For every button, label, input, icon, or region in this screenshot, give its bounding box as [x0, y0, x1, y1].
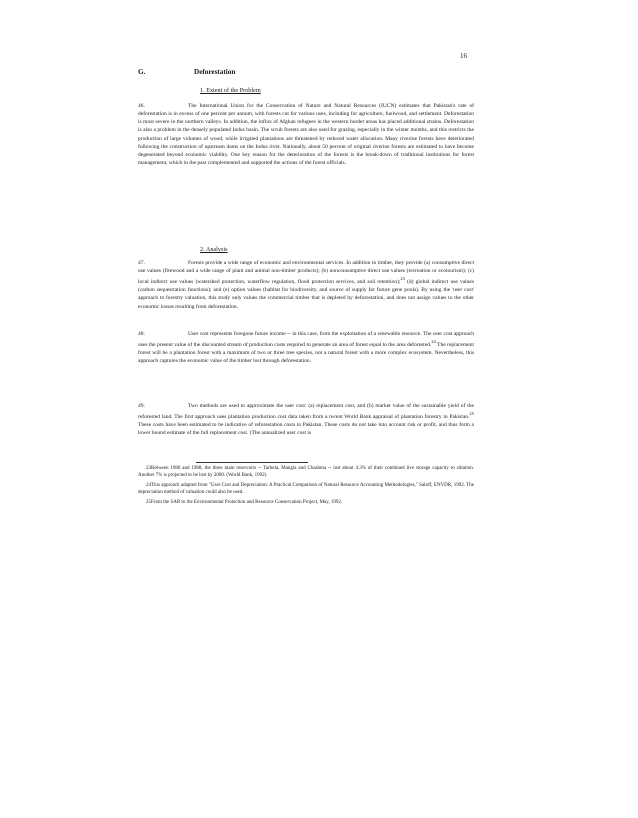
paragraph-number: 46.	[138, 103, 145, 109]
footnote-text: From the SAR to the Environmental Protection and Resource Conservation Project, May, 1992.	[151, 500, 343, 505]
paragraph-49	[138, 402, 474, 437]
footnote-separator	[196, 462, 308, 463]
subsection-extent-heading: 1. Extent of the Problem	[200, 87, 261, 94]
section-letter: G.	[138, 68, 146, 76]
footnote-text: Between 1980 and 1988, the three main reservoirs -- Tarbela, Mangla and Chashma -- lost about 4.3% of their combined live storage capacity to siltation. Another 7% is projected to be lost by 2000. (World Bank, 1992).	[138, 466, 474, 479]
footnote-number: 24	[146, 483, 151, 488]
paragraph-text: Two methods are used to approximate the user cost: (a) replacement cost, and (b) market value of the sustainable yield of the reforested land. The first approach uses plantation production cost data taken from a recent World Bank appraisal of plantation forestry in Pakistan.	[138, 403, 474, 420]
footnote-ref-24: 24	[431, 339, 436, 345]
section-title: Deforestation	[194, 68, 236, 76]
footnote-text: This approach adapted from "User Cost and Depreciation: A Practical Comparison of Natural Resource Accounting Methodologies," Saloff, ENVDR, 1992. The depreciation method of valuation could also be used.	[138, 483, 474, 496]
paragraph-number: 47.	[138, 260, 145, 266]
paragraph-48	[138, 330, 474, 365]
paragraph-text-cont: These costs have been estimated to be indicative of reforestation costs in Pakistan. These costs do not take into account risk or profit, and thus form a lower bound estimate of the full replacement cost. (The annualized user cost is	[138, 422, 474, 437]
paragraph-46	[138, 102, 474, 167]
footnote-number: 25	[146, 500, 151, 505]
paragraph-text: Forests provide a wide range of economic and environmental services. In addition to timber, they provide (a) consumptive direct use values (firewood and a wide range of plant and animal non-timber products); (b) nonconsumptive direct use values (recreation or ecotourism); (c) local indirect use values (watershed protection, waterflow regulation, flood protection services, and soil retention);	[138, 260, 474, 286]
footnote-ref-23: 23	[400, 276, 405, 282]
page-number: 16	[460, 52, 467, 60]
paragraph-text-cont: The replacement forest will be a plantation forest with a maximum of two or three tree species, not a natural forest with a more complex ecosystem. Nevertheless, this approach captures the economic value of the timber lost through deforestation.	[138, 341, 474, 365]
footnote-23	[138, 465, 474, 480]
paragraph-text: User cost represents foregone future income -- in this case, from the exploitation of a renewable resource. The user cost approach uses the present value of the discounted stream of production costs required to generate an area of forest equal to the area deforested.	[138, 331, 474, 348]
footnote-25	[138, 499, 474, 506]
paragraph-number: 48.	[138, 331, 145, 337]
subsection-analysis-heading: 2. Analysis	[200, 246, 228, 253]
paragraph-text-cont: (d) global indirect use values (carbon sequestration functions); and (e) option values (habitat for biodiversity, and source of supply for future gene pools). By using the 'user cost' approach to forestry valuation, this study only values the commercial timber that is depleted by deforestation, and does not assign values to the other economic losses resulting from deforestation.	[138, 279, 474, 310]
paragraph-text: The International Union for the Conservation of Nature and Natural Resources (IUCN) estimates that Pakistan's rate of deforestation is in excess of one percent per annum, with forests cut for various uses, including for agriculture, fuelwood, and settlement. Deforestation is most severe in the northern valleys. In addition, the influx of Afghan refugees in the western border areas has placed additional strains. Deforestation is also a problem in the densely populated Indus basin. The scrub forests are also used for grazing, especially in the winter months, and this restricts the production of large volumes of wood, while irrigated plantations are threatened by reduced water allocation. Many riverine forests have deteriorated following the construction of upstream dams on the Indus river. Nationally, about 50 percent of original riverine forests are estimated to have become degenerated beyond economic viability. One key reason for the deterioration of the forests is the break-down of traditional institutions for forest management, which in the past complemented and supported the actions of the forest officials.	[138, 103, 474, 167]
paragraph-47	[138, 259, 474, 311]
paragraph-number: 49.	[138, 403, 145, 409]
footnote-24	[138, 482, 474, 497]
footnote-number: 23	[146, 466, 151, 471]
footnote-ref-25: 25	[469, 411, 474, 417]
